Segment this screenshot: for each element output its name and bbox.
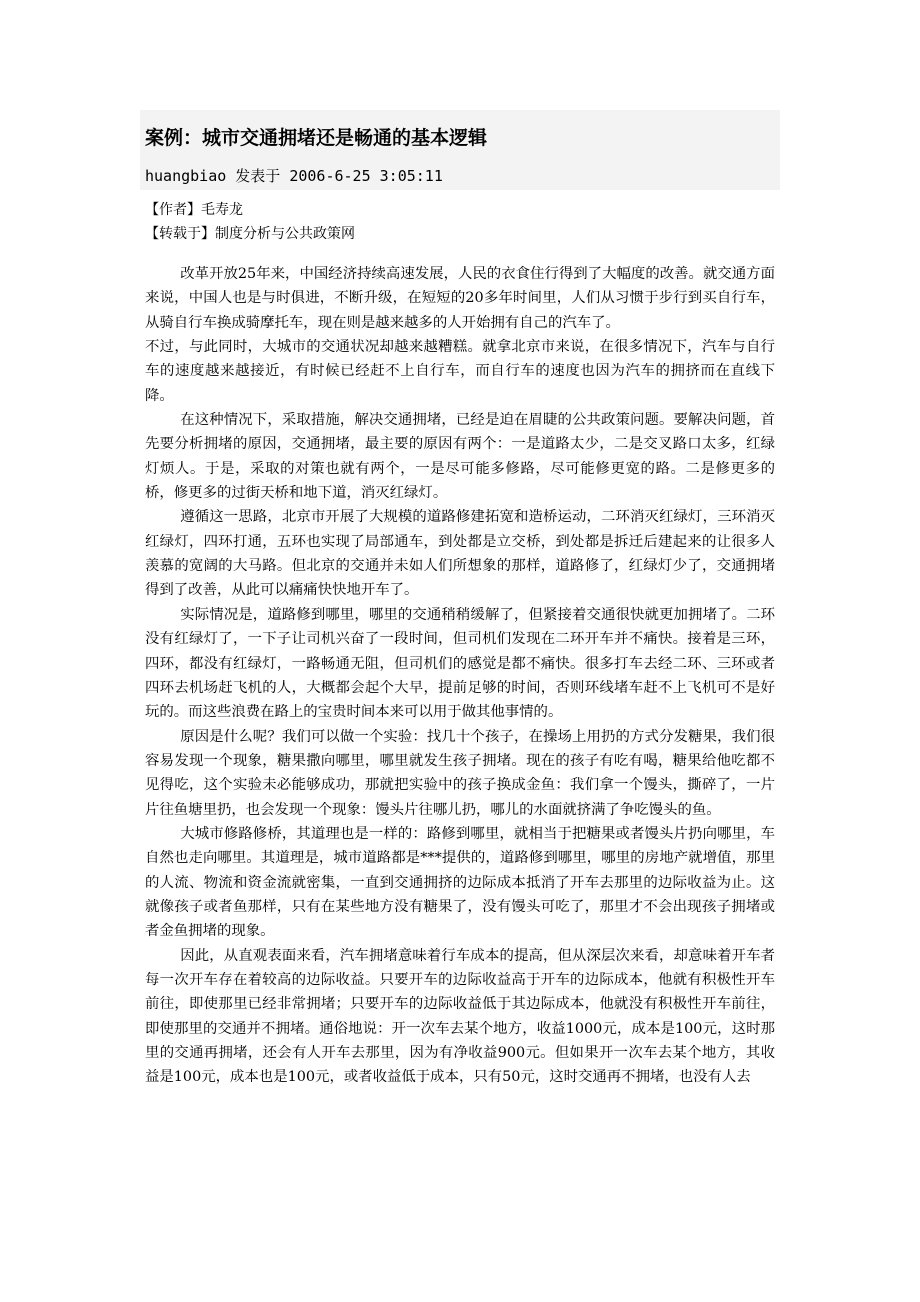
paragraph-8: 因此，从直观表面来看，汽车拥堵意味着行车成本的提高，但从深层次来看，却意味着开车者每一次开车存在着较高的边际收益。只要开车的边际收益高于开车的边际成本，他就有积极性开车前往，即使那里已经非常拥堵；只要开车的边际收益低于其边际成本，他就没有积极性开车前往，即使那里的交通并不拥堵。通俗地说：开一次车去某个地方，收益1000元，成本是100元，这时那里的交通再拥堵，还会有人开车去那里，因为有净收益900元。但如果开一次车去某个地方，其收益是100元，成本也是100元，或者收益低于成本，只有50元，这时交通再不拥堵，也没有人去: [145, 947, 775, 1086]
paragraph-7: 大城市修路修桥，其道理也是一样的：路修到哪里，就相当于把糖果或者馒头片扔向哪里，车自然也走向哪里。其道理是，城市道路都是***提供的，道路修到哪里，哪里的房地产就增值，那里的人流、物流和资金流就密集，一直到交通拥挤的边际成本抵消了开车去那里的边际收益为止。这就像孩子或者鱼那样，只有在某些地方没有糖果了，没有馒头可吃了，那里才不会出现孩子拥堵或者金鱼拥堵的现象。: [145, 825, 775, 940]
article-meta: [145, 198, 355, 246]
article-body: [145, 262, 775, 1090]
paragraph-1: 改革开放25年来，中国经济持续高速发展，人民的衣食住行得到了大幅度的改善。就交通方面来说，中国人也是与时俱进，不断升级，在短短的20多年时间里，人们从习惯于步行到买自行车，从骑自行车换成骑摩托车，现在则是越来越多的人开始拥有自己的汽车了。: [145, 266, 775, 331]
author-line: 【作者】毛寿龙: [145, 202, 243, 218]
paragraph-2: 不过，与此同时，大城市的交通状况却越来越糟糕。就拿北京市来说，在很多情况下，汽车与自行车的速度越来越接近，有时候已经赶不上自行车，而自行车的速度也因为汽车的拥挤而在直线下降。: [145, 339, 775, 404]
article-byline: huangbiao 发表于 2006-6-25 3:05:11: [145, 167, 443, 185]
paragraph-4: 遵循这一思路，北京市开展了大规模的道路修建拓宽和造桥运动，二环消灭红绿灯，三环消灭红绿灯，四环打通，五环也实现了局部通车，到处都是立交桥，到处都是拆迁后建起来的让很多人羡慕的宽阔的大马路。但北京的交通并未如人们所想象的那样，道路修了，红绿灯少了，交通拥堵得到了改善，从此可以痛痛快快地开车了。: [145, 509, 775, 599]
source-line: 【转载于】制度分析与公共政策网: [145, 226, 355, 242]
paragraph-6: 原因是什么呢？我们可以做一个实验：找几十个孩子，在操场上用扔的方式分发糖果，我们很容易发现一个现象，糖果撒向哪里，哪里就发生孩子拥堵。现在的孩子有吃有喝，糖果给他吃都不见得吃，这个实验未必能够成功，那就把实验中的孩子换成金鱼：我们拿一个馒头，撕碎了，一片片往鱼塘里扔，也会发现一个现象：馒头片往哪儿扔，哪儿的水面就挤满了争吃馒头的鱼。: [145, 728, 775, 818]
paragraph-3: 在这种情况下，采取措施，解决交通拥堵，已经是迫在眉睫的公共政策问题。要解决问题，首先要分析拥堵的原因，交通拥堵，最主要的原因有两个：一是道路太少，二是交叉路口太多，红绿灯烦人。于是，采取的对策也就有两个，一是尽可能多修路，尽可能修更宽的路。二是修更多的桥，修更多的过街天桥和地下道，消灭红绿灯。: [145, 412, 775, 502]
paragraph-5: 实际情况是，道路修到哪里，哪里的交通稍稍缓解了，但紧接着交通很快就更加拥堵了。二环没有红绿灯了，一下子让司机兴奋了一段时间，但司机们发现在二环开车并不痛快。接着是三环，四环，都没有红绿灯，一路畅通无阻，但司机们的感觉是都不痛快。很多打车去经二环、三环或者四环去机场赶飞机的人，大概都会起个大早，提前足够的时间，否则环线堵车赶不上飞机可不是好玩的。而这些浪费在路上的宝贵时间本来可以用于做其他事情的。: [145, 606, 775, 721]
article-title: 案例：城市交通拥堵还是畅通的基本逻辑: [145, 127, 488, 149]
